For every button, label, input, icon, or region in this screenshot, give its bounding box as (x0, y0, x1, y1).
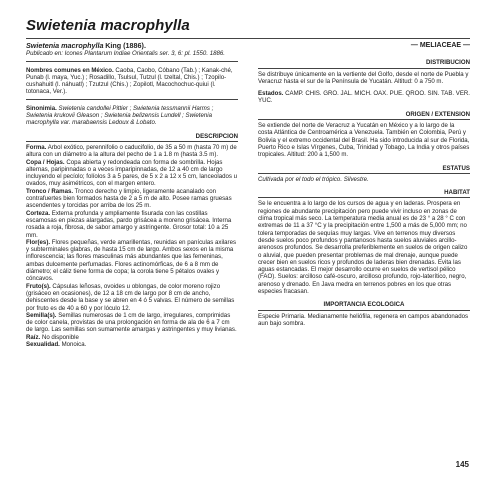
origin-text: Se extiende del norte de Veracruz a Yucatán en México y a lo largo de la costa Atlántica de Centroamérica a Venezuela. También en Colombia, Perú y Bolivia y el extremo occidental del Brasil. Ha sido introducida al sur de Florida, Puerto Rico e Islas Vírgenes, Cuba, Trinidad y Tobago, La India y otros países tropicales. Altitud: 200 a 1,500 m. (258, 122, 470, 159)
description-paragraph (26, 188, 238, 210)
family-name: — MELIACEAE — (410, 42, 470, 49)
species-name: Swietenia macrophylla (26, 41, 104, 50)
states-text: CAMP. CHIS. GRO. JAL. MICH. OAX. PUE. QROO. SIN. TAB. VER. YUC. (258, 90, 470, 105)
ecological-text: Especie Primaria. Medianamente heliófila, regenera en campos abandonados aun bajo sombra. (258, 312, 469, 327)
status-heading: ESTATUS (258, 165, 470, 174)
description-paragraph-text: Semillas numerosas de 1 cm de largo, irregulares, comprimidas de color canela, provistas de una prolongación en forma de ala de 6 a 7 cm de largo. Las semillas son sumamente amargas y astringentes y muy livianas. (26, 311, 237, 334)
rule-2 (26, 99, 238, 100)
rule-1 (26, 61, 238, 62)
publication: Publicado en: Icones Plantarum Indiae Orientalis ser. 3, 6: pl. 1550. 1886. (26, 50, 225, 58)
status-text: Cultivada por el todo el trópico. Silvestre. (258, 175, 369, 183)
states-label: Estados. (258, 90, 284, 98)
origin-heading: ORIGEN / EXTENSION (258, 111, 470, 120)
description-paragraph-label: Tronco / Ramas. (26, 187, 74, 195)
ecological-heading: IMPORTANCIA ECOLOGICA (258, 301, 470, 310)
description-body (26, 144, 238, 348)
distribution-heading: DISTRIBUCION (258, 59, 470, 68)
right-column (258, 40, 470, 327)
species-heading (26, 42, 238, 50)
description-paragraph (26, 334, 238, 341)
description-paragraph-label: Sexualidad. (26, 340, 60, 348)
title-rule (26, 38, 470, 39)
species-author: King (1886). (105, 41, 146, 50)
synonyms (26, 105, 238, 127)
description-paragraph (26, 210, 238, 239)
synonyms-text: Swietenia candollei Pittier ; Swietenia tessmannii Harms ; Swietenia krukovii Gleason ; Swietenia belizensis Lundell ; Swietenia macrophylla var. marabaensis Ledoux & Lobato. (26, 104, 214, 127)
description-paragraph-text: Externa profunda y ampliamente fisurada con las costillas escamosas en piezas alargadas, pardo grisácea a moreno grisácea. Interna rosada a roja, fibrosa, de sabor amargo y astringente. Grosor total: 10 a 25 mm. (26, 209, 232, 239)
description-paragraph (26, 283, 238, 312)
description-paragraph-text: Arbol exótico, perennifolio o caducifolio, de 35 a 50 m (hasta 70 m) de altura con un diámetro a la altura del pecho de 1 a 1.8 m (hasta 3.5 m). (26, 143, 237, 159)
description-paragraph (26, 159, 238, 188)
description-paragraph-text: Flores pequeñas, verde amarillentas, reunidas en panículas axilares y subterminales glabras, de hasta 15 cm de largo. Ambos sexos en la misma inflorescencia; las flores masculinas más abundantes que las femeninas, ambas dulcemente perfumadas. Flores actinomórficas, de 6 a 8 mm de diámetro; el cáliz tiene forma de copa; la corola tiene 5 pétalos ovales y cóncavos. (26, 238, 237, 283)
description-paragraph-label: Raíz. (26, 333, 41, 341)
page-title: Swietenia macrophylla (26, 17, 190, 34)
distribution-text: Se distribuye únicamente en la vertiente del Golfo, desde el norte de Puebla y Veracruz hasta el sur de la Península de Yucatán. Altitud: 0 a 750 m. (258, 70, 469, 85)
description-paragraph-label: Semilla(s). (26, 311, 57, 319)
synonyms-label: Sinonimia. (26, 104, 57, 112)
description-paragraph (26, 341, 238, 348)
description-paragraph (26, 312, 238, 334)
description-paragraph-label: Flor(es). (26, 238, 51, 246)
habitat-heading: HABITAT (258, 189, 470, 198)
description-paragraph (26, 144, 238, 159)
description-paragraph-text: Cápsulas leñosas, ovoides u oblongas, de color moreno rojizo (grisáceo en ocasiones), de 12 a 18 cm de largo por 8 cm de ancho, dehiscentes desde la base y se abren en 4 ó 5 valvas. El número de semillas por fruto es de 40 a 60 y por lóculo 12. (26, 282, 235, 312)
common-names-text: Caoba, Caobo, Cóbano (Tab.) ; Kanak-ché, Punab (l. maya, Yuc.) ; Rosadillo, Tsulsul, Tutzul (l. tzeltal, Chis.) ; Tzopilo-cushahuitl (l. náhuatl) ; Tzutzul (Chis.) ; Zopilotl, Macochochuc-quiui (l. totonaca, Ver.). (26, 66, 233, 96)
description-paragraph-text: No disponible (41, 333, 79, 341)
description-paragraph-text: Copa abierta y redondeada con forma de sombrilla. Hojas alternas, paripinnadas o a veces imparipinnadas, de 12 a 40 cm de largo incluyendo el pecíolo; folíolos 3 a 5 pares, de 5 x 2 a 12 x 5 cm, lanceolados u ovados, muy asimétricos, con el margen entero. (26, 158, 238, 188)
description-paragraph-text: Tronco derecho y limpio, ligeramente acanalado con contrafuertes bien formados hasta de 2 a 5 m de alto. Posee ramas gruesas ascendentes y torcidas por arriba de los 25 m. (26, 187, 232, 210)
description-heading: DESCRIPCION (26, 133, 238, 142)
left-column (26, 40, 238, 348)
states (258, 90, 470, 105)
description-paragraph-label: Corteza. (26, 209, 51, 217)
description-paragraph-label: Copa / Hojas. (26, 158, 65, 166)
description-paragraph-label: Forma. (26, 143, 47, 151)
description-paragraph-label: Fruto(s). (26, 282, 51, 290)
description-paragraph-text: Monoica. (61, 340, 87, 348)
habitat-text: Se le encuentra a lo largo de los cursos de agua y en laderas. Prospera en regiones de abundante precipitación pero puede vivir incluso en zonas de clima tropical más seco. La temperatura media anual es de 23 ° a 28 ° C con extremas de 11 a 37 °C y la precipitación entre 1,500 a más de 5,000 mm; no tolera temporadas de sequías muy largas. Vive en terrenos muy diversos desde suelos poco profundos y pantanosos hasta suelos aluviales arcillo-arenosos profundos. Se desarrolla preferiblemente en suelos de origen calizo o aluvial, que pueden presentar problemas de mal drenaje, aunque puede crecer bien en suelos ricos y profundos de laderas bien drenadas. Evita las aguas estancadas. El mejor desarrollo ocurre en suelos de vertisol pélico (FAO). Suelos: arcilloso café-oscuro, arcilloso profundo, rojo-laterítico, negro, arenoso y drenado. En Java medra en terrenos pobres en los que otras especies fracasan. (258, 200, 468, 296)
common-names-label: Nombres comunes en México. (26, 66, 114, 74)
common-names (26, 67, 238, 96)
page-number: 145 (455, 460, 469, 469)
description-paragraph (26, 239, 238, 283)
